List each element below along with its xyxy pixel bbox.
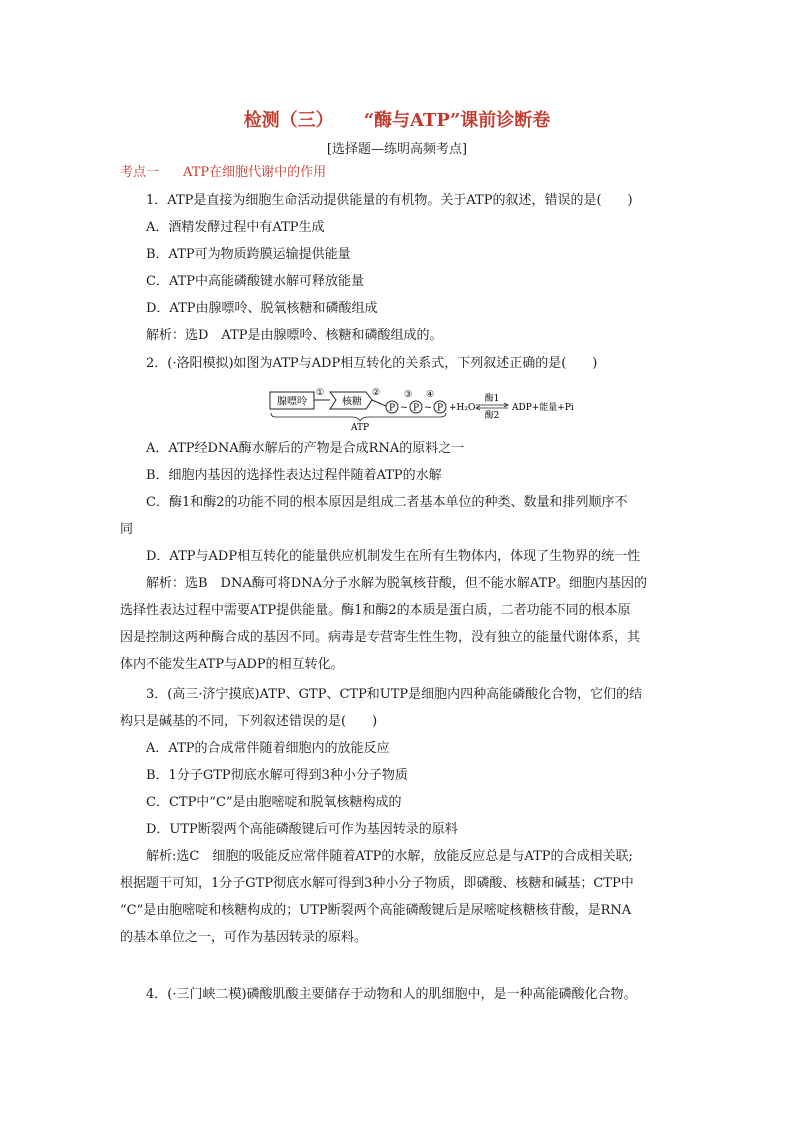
title-part2: “酶与ATP”课前诊断卷 xyxy=(363,110,551,131)
section-label: 考点一 xyxy=(120,165,160,180)
marker-2: ② xyxy=(371,388,381,398)
phosphate-1-label: P xyxy=(388,403,396,414)
q2-stem: 2．(·洛阳模拟)如图为ATP与ADP相互转化的关系式，下列叙述正确的是( ) xyxy=(146,356,598,371)
q1-option-c: C．ATP中高能磷酸键水解可释放能量 xyxy=(146,274,365,289)
phosphate-3-label: P xyxy=(436,403,444,414)
q3-option-a: A．ATP的合成常伴随着细胞内的放能反应 xyxy=(146,741,390,756)
phosphate-2-label: P xyxy=(412,403,420,414)
section-title: ATP在细胞代谢中的作用 xyxy=(183,165,327,180)
marker-4: ④ xyxy=(425,390,435,400)
page-subtitle: [选择题—练明高频考点] xyxy=(326,142,468,157)
marker-3: ③ xyxy=(403,390,413,400)
q3-option-b: B．1分子GTP彻底水解可得到3种小分子物质 xyxy=(146,768,408,783)
q2-option-c: C．酶1和酶2的功能不同的根本原因是组成二者基本单位的种类、数量和排列顺序不 xyxy=(146,495,628,510)
bond-2 xyxy=(372,400,386,406)
section-heading xyxy=(120,164,326,182)
q1-stem: 1．ATP是直接为细胞生命活动提供能量的有机物。关于ATP的叙述，错误的是( ) xyxy=(146,193,633,208)
q4-stem: 4．(·三门峡二模)磷酸肌酸主要储存于动物和人的肌细胞中，是一种高能磷酸化合物。 xyxy=(146,987,637,1002)
adenine-label: 腺嘌呤 xyxy=(277,396,307,408)
q3-option-c: C．CTP中“C”是由胞嘧啶和脱氧核糖构成的 xyxy=(146,795,402,810)
atp-adp-diagram xyxy=(268,386,588,432)
q2-option-c-cont: 同 xyxy=(120,522,134,537)
q2-analysis-3: 因是控制这两种酶合成的基因不同。病毒是专营寄生性生物，没有独立的能量代谢体系，其 xyxy=(120,630,641,645)
q1-analysis: 解析：选D ATP是由腺嘌呤、核糖和磷酸组成的。 xyxy=(146,328,443,343)
q2-option-d: D．ATP与ADP相互转化的能量供应机制发生在所有生物体内，体现了生物界的统一性 xyxy=(146,549,641,564)
q3-stem-1: 3．(高三·济宁摸底)ATP、GTP、CTP和UTP是细胞内四种高能磷酸化合物，它们的结 xyxy=(146,687,643,702)
marker-1: ① xyxy=(315,388,325,398)
q1-option-a: A．酒精发酵过程中有ATP生成 xyxy=(146,220,325,235)
q3-stem-2: 构只是碱基的不同，下列叙述错误的是( ) xyxy=(120,714,378,729)
plus-water: +H₂O xyxy=(449,403,476,413)
q3-analysis-1: 解析:选C 细胞的吸能反应常伴随着ATP的水解，放能反应总是与ATP的合成相关联; xyxy=(146,849,633,864)
q1-option-d: D．ATP由腺嘌呤、脱氧核糖和磷酸组成 xyxy=(146,301,378,316)
products-label: ADP+能量+Pi xyxy=(512,403,574,413)
q3-analysis-4: 的基本单位之一，可作为基因转录的原料。 xyxy=(120,930,368,945)
high-energy-bond-2: ~ xyxy=(424,403,432,413)
q3-option-d: D．UTP断裂两个高能磷酸键后可作为基因转录的原料 xyxy=(146,822,458,837)
q3-analysis-2: 根据题干可知，1分子GTP彻底水解可得到3种小分子物质，即磷酸、核糖和碱基；CTP中 xyxy=(120,876,634,891)
enzyme-2: 酶2 xyxy=(484,411,500,421)
enzyme-1: 酶1 xyxy=(484,394,500,404)
q1-option-b: B．ATP可为物质跨膜运输提供能量 xyxy=(146,247,351,262)
title-part1: 检测（三） xyxy=(243,110,334,131)
high-energy-bond-1: ~ xyxy=(400,403,408,413)
page-title xyxy=(0,106,794,132)
q2-analysis-2: 选择性表达过程中需要ATP提供能量。酶1和酶2的本质是蛋白质，二者功能不同的根本原 xyxy=(120,603,631,618)
atp-label: ATP xyxy=(350,423,370,432)
q2-analysis-1: 解析：选B DNA酶可将DNA分子水解为脱氧核苷酸，但不能水解ATP。细胞内基因的 xyxy=(146,576,648,591)
q2-option-a: A．ATP经DNA酶水解后的产物是合成RNA的原料之一 xyxy=(146,441,465,456)
ribose-label: 核糖 xyxy=(342,396,362,408)
q2-analysis-4: 体内不能发生ATP与ADP的相互转化。 xyxy=(120,657,344,672)
q2-option-b: B．细胞内基因的选择性表达过程伴随着ATP的水解 xyxy=(146,468,442,483)
q3-analysis-3: “C”是由胞嘧啶和核糖构成的；UTP断裂两个高能磷酸键后是尿嘧啶核糖核苷酸，是RNA xyxy=(120,903,632,918)
atp-brace xyxy=(271,413,446,421)
